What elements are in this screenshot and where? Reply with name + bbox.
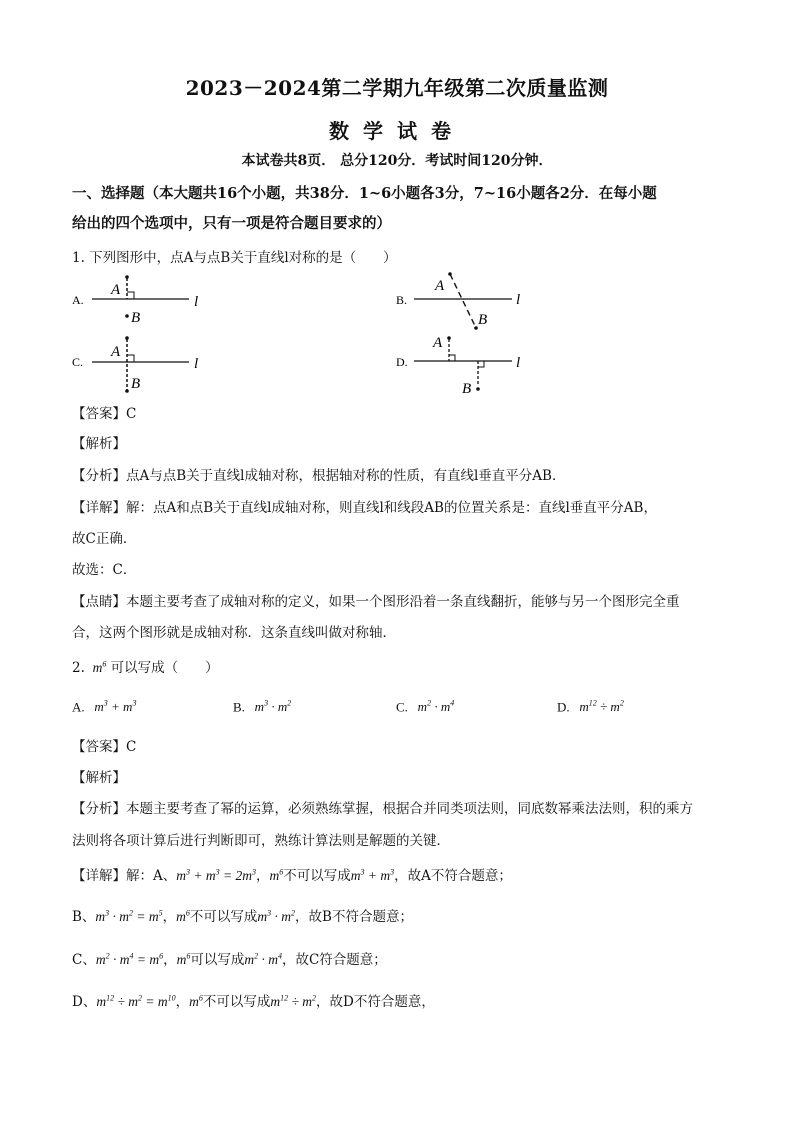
q1-fig-c-point-b (125, 389, 129, 393)
q1-fig-b-label-B: B (478, 312, 488, 328)
q1-dianjing-line2: 合，这两个图形就是成轴对称．这条直线叫做对称轴． (72, 625, 396, 641)
q2-analysis-head: 【解析】 (72, 770, 126, 786)
q1-fig-c-label-l: l (194, 356, 199, 372)
q2-option-d-expr: $m^{12} \div m^2$ (572, 699, 624, 715)
subject-title: 数学试卷 (329, 119, 465, 143)
q1-fenxi: 【分析】点A与点B关于直线l成轴对称，根据轴对称的性质，有直线l垂直平分AB． (72, 468, 566, 484)
q2-xiangjie-d-m6: $m^6$ (189, 993, 203, 1009)
q2-xiangjie-d: D、$m^{12} \div m^2 = m^{10}$，$m^6$不可以写成$m^{12} \div m^2$，故D不符合题意， (72, 993, 435, 1010)
q2-xiangjie-b-end: ，故B不符合题意； (295, 909, 413, 925)
exam-info: 本试卷共8页． 总分120分．考试时间120分钟． (241, 153, 553, 169)
q1-fig-b-label-l: l (516, 292, 521, 308)
q1-stem: 1. 下列图形中，点A与点B关于直线l对称的是（ ） (72, 250, 397, 266)
section-heading-line1: 一、选择题（本大题共16个小题，共38分．1~6小题各3分，7~16小题各2分．在每小题 (72, 185, 657, 202)
q1-choice: 故选：C． (72, 562, 137, 578)
q2-xiangjie-c-head: C、 (72, 952, 96, 968)
q2-option-c-expr: $m^2 \cdot m^4$ (411, 699, 455, 715)
q1-fig-label-a: A. (72, 293, 84, 307)
q2-xiangjie-a-head: 【详解】解：A、 (72, 868, 177, 884)
q2-xiangjie-b-eq: $m^3 \cdot m^2 = m^5$ (95, 908, 163, 924)
q1-fig-label-d: D. (396, 355, 408, 369)
q2-xiangjie-d-head: D、 (72, 994, 97, 1010)
q2-xiangjie-a-m6: $m^6$ (269, 867, 284, 883)
q2-option-a-label: A. (72, 699, 85, 715)
q2-stem-suffix: 可以写成（ ） (110, 660, 219, 676)
q2-xiangjie-c-end: ，故C符合题意； (281, 952, 387, 968)
q2-xiangjie-d-end: ，故D不符合题意， (316, 994, 435, 1010)
q2-xiangjie-d-mid: 不可以写成 (202, 994, 271, 1010)
q1-analysis-head: 【解析】 (72, 436, 126, 452)
q1-fig-label-c: C. (72, 355, 84, 369)
q1-fig-d-right-angle-a (449, 355, 455, 361)
q1-fig-d-label-A: A (433, 335, 443, 351)
q1-fig-label-b: B. (396, 293, 408, 307)
q1-fig-d-label-l: l (516, 355, 521, 371)
q2-xiangjie-d-eq: $m^{12} \div m^2 = m^{10}$ (96, 993, 176, 1009)
q1-fig-d-right-angle-b (478, 361, 484, 367)
q1-fig-a-right-angle (127, 292, 134, 299)
q2-xiangjie-b: B、$m^3 \cdot m^2 = m^5$，$m^6$不可以写成$m^3 \cdot m^2$，故B不符合题意； (72, 908, 413, 925)
q2-answer: 【答案】C (72, 739, 137, 755)
q2-xiangjie-a: 【详解】解：A、$m^3 + m^3 = 2m^3$，$m^6$不可以写成$m^3 + m^3$，故A不符合题意； (72, 867, 512, 884)
q2-xiangjie-b-head: B、 (72, 909, 96, 925)
q2-xiangjie-c: C、$m^2 \cdot m^4 = m^6$，$m^6$可以写成$m^2 \cdot m^4$，故C符合题意； (72, 951, 387, 968)
q2-option-c-label: C. (396, 699, 408, 715)
q2-xiangjie-a-expr: $m^3 + m^3$ (350, 867, 395, 883)
q2-xiangjie-d-expr: $m^{12} \div m^2$ (270, 993, 317, 1009)
q1-fig-a-label-A: A (111, 282, 121, 298)
q1-figures (64, 268, 584, 398)
q2-option-a-expr: $m^3 + m^3$ (87, 699, 137, 715)
q2-option-b-label: B. (233, 699, 245, 715)
q1-fig-b-label-A: A (435, 278, 445, 294)
q2-xiangjie-b-m6: $m^6$ (176, 908, 190, 924)
q1-xiangjie-line1: 【详解】解：点A和点B关于直线l成轴对称，则直线l和线段AB的位置关系是：直线l垂直平分AB， (72, 500, 657, 516)
q2-option-b-expr: $m^3 \cdot m^2$ (248, 699, 292, 715)
q1-fig-b-seg (450, 274, 476, 328)
q1-fig-a-label-B: B (131, 310, 141, 326)
exam-title: 2023－2024第二学期九年级第二次质量监测 (185, 76, 609, 100)
q2-xiangjie-a-mid: 不可以写成 (283, 868, 351, 884)
section-heading-line2: 给出的四个选项中，只有一项是符合题目要求的） (72, 215, 391, 232)
q2-xiangjie-c-mid: 可以写成 (190, 952, 245, 968)
q1-fig-c-right-angle (127, 355, 134, 362)
q2-option-d (557, 699, 624, 715)
q2-fenxi-line2: 法则将各项计算后进行判断即可，熟练计算法则是解题的关键． (72, 833, 450, 849)
q1-dianjing-line1: 【点睛】本题主要考查了成轴对称的定义，如果一个图形沿着一条直线翻折，能够与另一个图形完全重 (72, 594, 680, 610)
q2-option-c (396, 699, 454, 715)
q2-option-a (72, 699, 136, 715)
q1-fig-a-label-l: l (194, 294, 199, 310)
q1-fig-d-point-b (476, 387, 480, 391)
q2-xiangjie-c-eq: $m^2 \cdot m^4 = m^6$ (95, 951, 164, 967)
q2-xiangjie-a-eq: $m^3 + m^3 = 2m^3$ (176, 867, 256, 883)
q2-xiangjie-b-expr: $m^3 \cdot m^2$ (257, 908, 296, 924)
q1-xiangjie-line2: 故C正确． (72, 531, 137, 547)
q2-xiangjie-b-mid: 不可以写成 (189, 909, 258, 925)
q2-xiangjie-c-expr: $m^2 \cdot m^4$ (244, 951, 282, 967)
q2-xiangjie-a-end: ，故A不符合题意； (394, 868, 512, 884)
q1-fig-d-label-B: B (462, 381, 472, 397)
q1-answer: 【答案】C (72, 406, 137, 422)
q2-stem-number: 2. (72, 660, 85, 676)
q1-fig-a-point-b (125, 314, 129, 318)
q2-fenxi-line1: 【分析】本题主要考查了幂的运算，必须熟练掌握，根据合并同类项法则，同底数幂乘法法则，积的乘方 (72, 801, 693, 817)
q1-fig-c-label-B: B (131, 376, 141, 392)
q2-option-d-label: D. (557, 699, 570, 715)
q2-xiangjie-c-m6: $m^6$ (176, 951, 191, 967)
q2-option-b (233, 699, 291, 715)
q2-stem-expr: $m^6$ (89, 659, 107, 675)
q1-fig-c-label-A: A (111, 344, 121, 360)
q2-stem (72, 656, 219, 676)
